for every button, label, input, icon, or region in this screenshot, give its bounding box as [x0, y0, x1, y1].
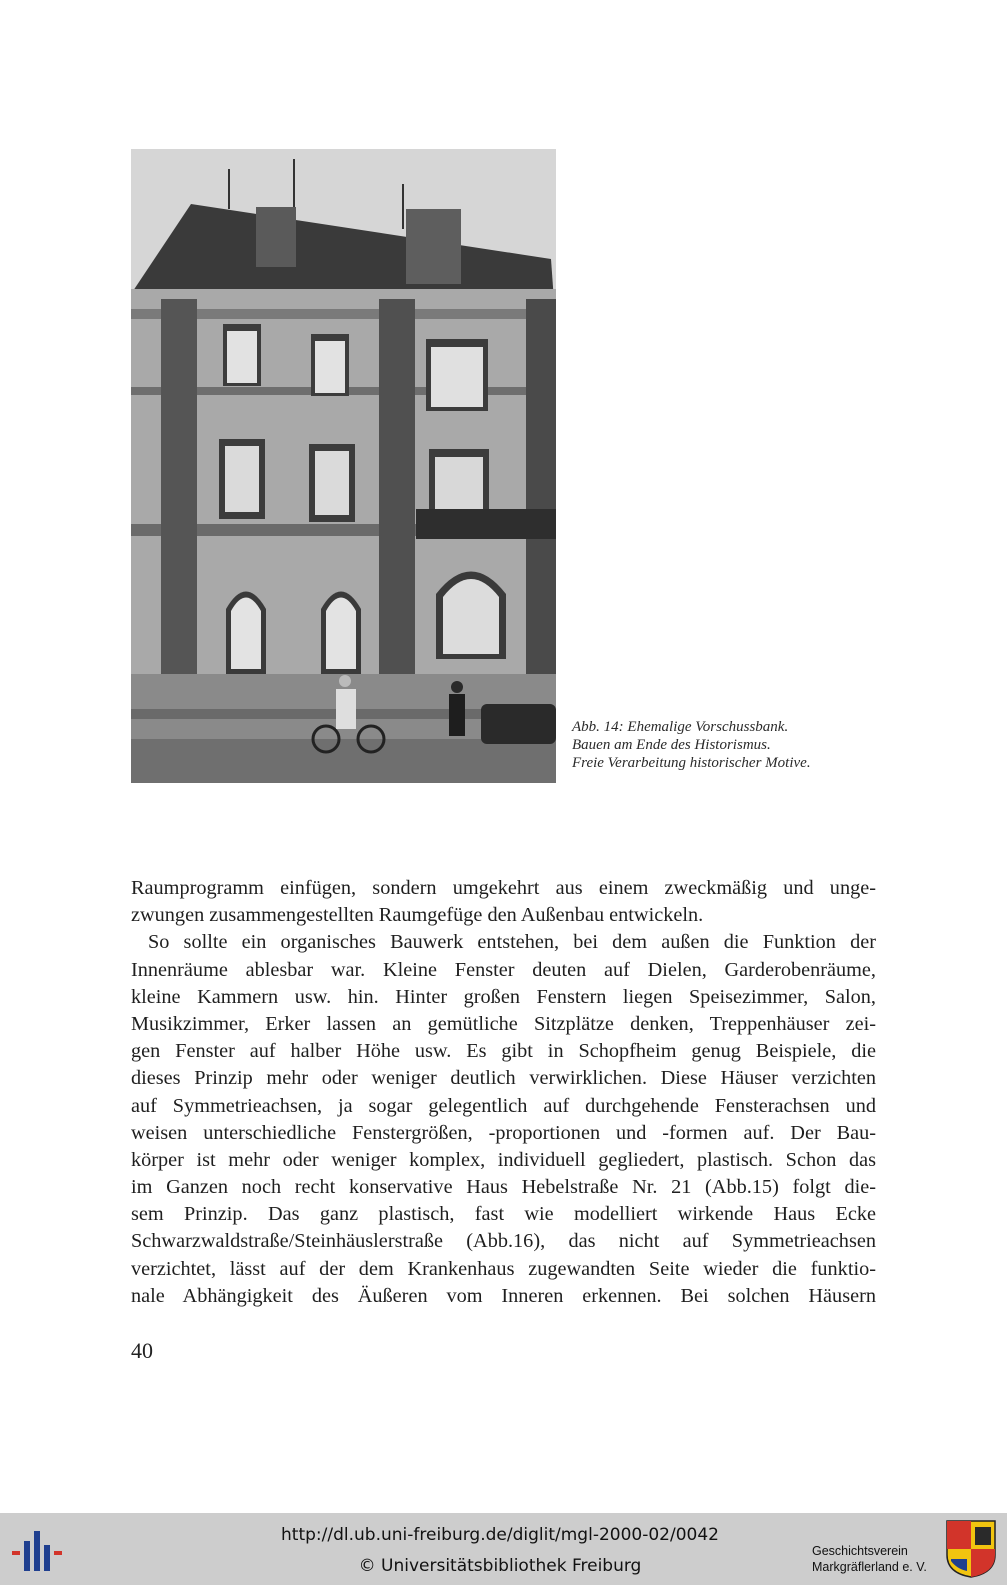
figure-caption [572, 718, 882, 772]
text-line: weisen unterschiedliche Fenstergrößen, -proportionen und -formen auf. Der Bau- [131, 1121, 876, 1144]
body-text [131, 875, 876, 1310]
text-line: Innenräume ablesbar war. Kleine Fenster deuten auf Dielen, Garderobenräume, [131, 958, 876, 981]
page-number: 40 [131, 1338, 153, 1363]
caption-line: Freie Verarbeitung historischer Motive. [572, 755, 811, 771]
text-line: So sollte ein organisches Bauwerk entstehen, bei dem außen die Funktion der [148, 931, 876, 954]
text-line: Schwarzwaldstraße/Steinhäuslerstraße (Abb.16), das nicht auf Symmetrieachsen [131, 1230, 876, 1253]
coat-of-arms-icon [945, 1519, 997, 1579]
text-line: Musikzimmer, Erker lassen an gemütliche Sitzplätze denken, Treppenhäuser zei- [131, 1012, 876, 1035]
text-line: sem Prinzip. Das ganz plastisch, fast wie modelliert wirkende Haus Ecke [131, 1203, 876, 1226]
text-line: Raumprogramm einfügen, sondern umgekehrt aus einem zweckmäßig und unge- [131, 877, 876, 899]
society-name-line2: Markgräflerland e. V. [812, 1560, 927, 1574]
footer-bar [0, 1513, 1007, 1585]
building-photo-illustration [131, 149, 556, 783]
text-line: im Ganzen noch recht konservative Haus Hebelstraße Nr. 21 (Abb.15) folgt die- [131, 1176, 876, 1199]
caption-line: Bauen am Ende des Historismus. [572, 737, 771, 753]
text-line: dieses Prinzip mehr oder weniger deutlich verwirklichen. Diese Häuser verzichten [131, 1067, 876, 1090]
building-photo [131, 149, 556, 783]
caption-line: Abb. 14: Ehemalige Vorschussbank. [572, 719, 789, 735]
text-line: gen Fenster auf halber Höhe usw. Es gibt in Schopfheim genug Beispiele, die [131, 1040, 876, 1063]
society-name [812, 1543, 927, 1575]
text-line: verzichtet, lässt auf der dem Krankenhaus zugewandten Seite wieder die funktio- [131, 1257, 876, 1280]
text-line: körper ist mehr oder weniger komplex, individuell gegliedert, plastisch. Schon das [131, 1148, 876, 1171]
copyright-text: © Universitätsbibliothek Freiburg [358, 1556, 642, 1576]
text-line: auf Symmetrieachsen, ja sogar gelegentlich auf durchgehende Fensterachsen und [131, 1094, 876, 1117]
document-url-link[interactable]: http://dl.ub.uni-freiburg.de/diglit/mgl-2000-02/0042 [281, 1525, 719, 1545]
text-line: kleine Kammern usw. hin. Hinter großen Fenstern liegen Speisezimmer, Salon, [131, 985, 876, 1008]
society-name-line1: Geschichtsverein [812, 1544, 908, 1558]
text-line: zwungen zusammengestellten Raumgefüge den Außenbau entwickeln. [131, 904, 704, 927]
text-line: nale Abhängigkeit des Äußeren vom Inneren erkennen. Bei solchen Häusern [131, 1284, 876, 1307]
